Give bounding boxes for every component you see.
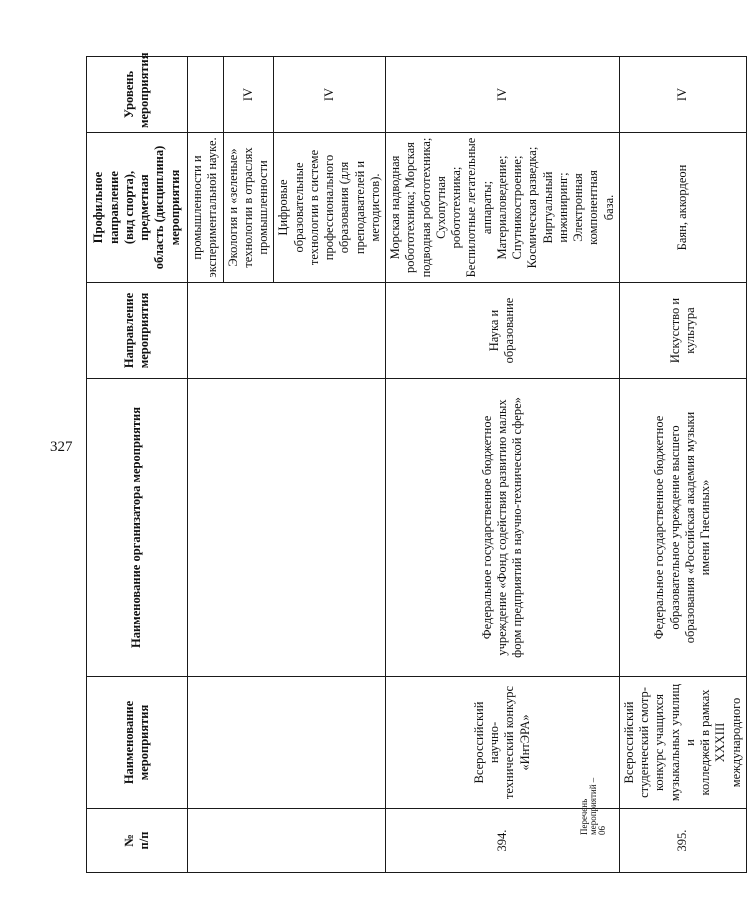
organizer-cell: Федеральное государственное бюджетное учреждение «Фонд содействия развитию малых форм предприятий в научно-технической сфере»	[386, 379, 620, 677]
cont-name-cell	[188, 677, 386, 809]
cont-number-cell	[188, 809, 386, 873]
header-level: Уровень мероприятия	[87, 57, 188, 133]
number-cell: 395.	[619, 809, 746, 873]
page-number: 327	[50, 439, 73, 455]
profile-cell: Морская надводная робототехника; Морская подводная робототехника; Сухопутная робототехника; Беспилотные летательные аппараты; Материаловедение; Спутникостроение; Космическая разведка; Виртуальный инжиниринг; Электронная компонентная база.	[386, 133, 620, 283]
table-row	[188, 57, 224, 873]
table-row	[619, 57, 746, 873]
level-cell: IV	[386, 57, 620, 133]
event-name-cell: Всероссийский научно- технический конкурс «ИнтЭРА»	[386, 677, 620, 809]
direction-cell: Искусство и культура	[619, 283, 746, 379]
table-header-row	[87, 57, 188, 873]
organizer-cell: Федеральное государственное бюджетное образовательное учреждение высшего образования «Российская академия музыки имени Гнесиных»	[619, 379, 746, 677]
profile-cell: Цифровые образовательные технологии в системе профессионального образования (для преподавателей и методистов).	[274, 133, 386, 283]
level-cell: IV	[223, 57, 274, 133]
direction-cell: Наука и образование	[386, 283, 620, 379]
profile-cell: Экология и «зеленые» технологии в отраслях промышленности	[223, 133, 274, 283]
profile-cell: Баян, аккордеон	[619, 133, 746, 283]
table-row	[386, 57, 620, 873]
profile-cell: промышленности и экспериментальной науке.	[188, 133, 224, 283]
header-direction: Направление мероприятия	[87, 283, 188, 379]
number-cell: 394.	[386, 809, 620, 873]
header-event-name: Наименование мероприятия	[87, 677, 188, 809]
header-organizer: Наименование организатора мероприятия	[87, 379, 188, 677]
cont-direction-cell	[188, 283, 386, 379]
level-cell: IV	[274, 57, 386, 133]
footer-note-text: Перечень мероприятий – 06	[579, 777, 607, 835]
events-table	[86, 52, 747, 873]
level-cell	[188, 57, 224, 133]
cont-organizer-cell	[188, 379, 386, 677]
header-profile: Профильное направление (вид спорта), предметная область (дисциплина) мероприятия	[87, 133, 188, 283]
level-cell: IV	[619, 57, 746, 133]
event-name-cell: Всероссийский студенческий смотр- конкурс учащихся музыкальных училищ и колледжей в рамках XXXIII международного	[619, 677, 746, 809]
header-number: № п/п	[87, 809, 188, 873]
